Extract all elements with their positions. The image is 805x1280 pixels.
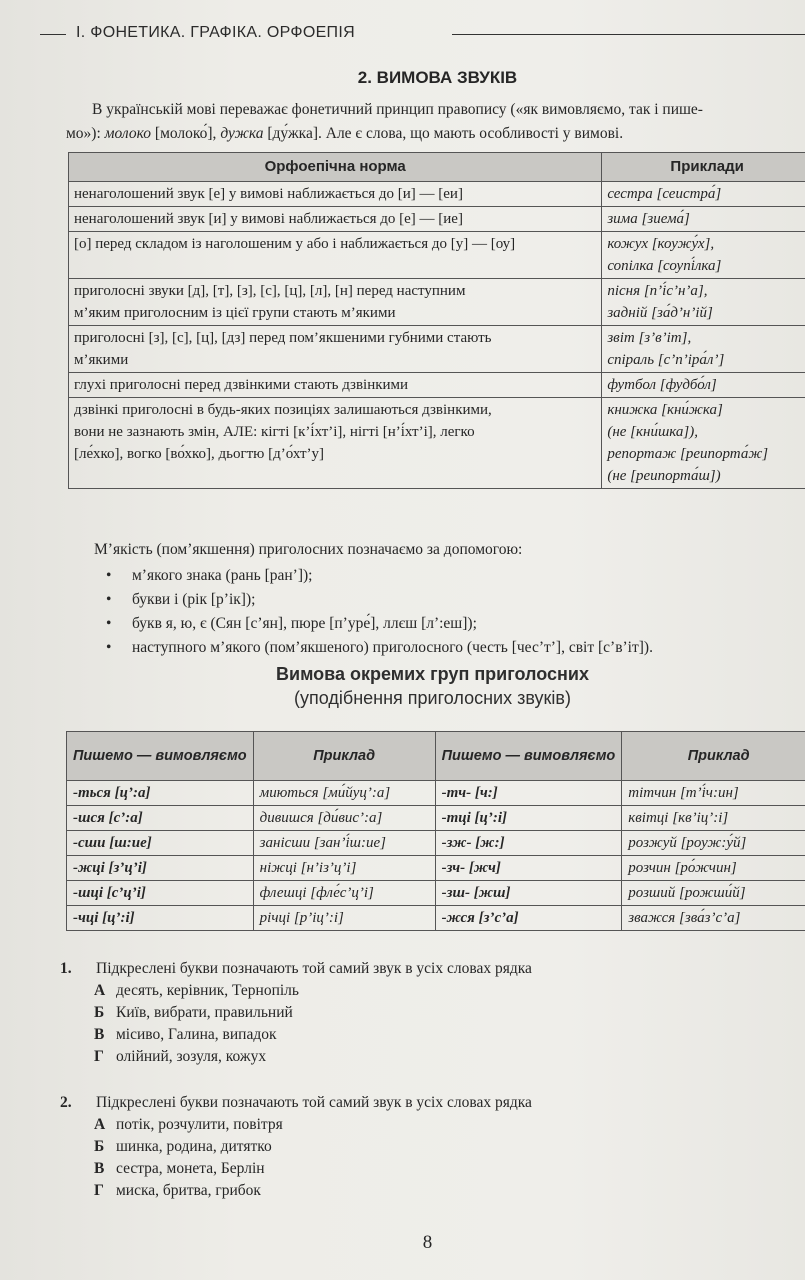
table-row	[67, 881, 805, 906]
intro-line-1: В українській мові переважає фонетичний принцип правопису («як вимовляємо, так і пише-	[92, 101, 703, 118]
groups-title: Вимова окремих груп приголосних	[276, 664, 589, 684]
question-number: 2.	[60, 1094, 72, 1111]
table-row	[67, 856, 805, 881]
table-row	[69, 326, 805, 373]
norm-cell	[69, 279, 602, 326]
question-text: Підкреслені букви позначають той самий звук в усіх словах рядка	[96, 1094, 532, 1111]
running-head-rule	[452, 34, 805, 35]
softness-intro: М’якість (пом’якшення) приголосних позначаємо за допомогою:	[94, 541, 523, 558]
example-line: репортаж [реипорта́ж]	[607, 446, 769, 462]
norm-line: приголосні звуки [д], [т], [з], [с], [ц], [л], [н] перед наступним	[74, 283, 466, 299]
header-examples: Приклади	[602, 153, 805, 182]
option-letter: Г	[94, 1048, 104, 1065]
question-1	[60, 958, 532, 1068]
example-cell: розший [рожши́й]	[622, 881, 805, 906]
table-header-row	[69, 153, 805, 182]
example-line: футбол [фудбо́л]	[607, 377, 717, 393]
groups-subtitle: (уподібнення приголосних звуків)	[294, 688, 571, 708]
option-letter: В	[94, 1160, 105, 1177]
example-cell: квітці [кв’іц’:і]	[622, 806, 805, 831]
example-line: пісня [п’і́с’н’а],	[607, 283, 708, 299]
norm-cell	[69, 398, 602, 489]
norm-line: вони не зазнають змін, АЛЕ: кігті [к’і́хт’і], нігті [н’і́хт’і], легко	[74, 424, 475, 440]
option-text: миска, бритва, грибок	[116, 1182, 261, 1199]
table-row	[69, 207, 805, 232]
option-text: сестра, монета, Берлін	[116, 1160, 265, 1177]
option-letter: Б	[94, 1138, 105, 1155]
consonant-groups-table	[66, 731, 805, 931]
pattern-cell: -шся [с’:а]	[67, 806, 254, 831]
answer-option[interactable]	[94, 1024, 532, 1046]
example-cell: тітчин [т’і́ч:ин]	[622, 781, 805, 806]
list-item: • м’якого знака (рань [ран’]);	[106, 564, 653, 588]
norm-cell	[69, 373, 602, 398]
example-line: зима [зиема́]	[607, 211, 690, 227]
answer-option[interactable]	[94, 1180, 532, 1202]
example-line: (не [кни́шка]),	[607, 424, 699, 440]
example-cell: розчин [ро́жчин]	[622, 856, 805, 881]
answer-option[interactable]	[94, 1136, 532, 1158]
example-line: сестра [сеистра́]	[607, 186, 722, 202]
pattern-cell: -зч- [жч]	[435, 856, 622, 881]
example-line: (не [реипорта́ш])	[607, 468, 721, 484]
example-cell	[602, 398, 805, 489]
example-cell: річці [р’іц’:і]	[253, 906, 435, 931]
table-row	[67, 831, 805, 856]
option-letter: А	[94, 982, 106, 999]
example-cell: дивишся [ди́вис’:а]	[253, 806, 435, 831]
intro-line-2	[66, 122, 805, 146]
table-row	[67, 806, 805, 831]
example-line: книжка [кни́жка]	[607, 402, 723, 418]
example-line: спіраль [с’п’іра́л’]	[607, 352, 725, 368]
header-write-pronounce: Пишемо — вимовляємо	[435, 732, 622, 781]
option-text: шинка, родина, дитятко	[116, 1138, 272, 1155]
example-cell	[602, 326, 805, 373]
example-cell	[602, 207, 805, 232]
example-cell	[602, 373, 805, 398]
norm-line: приголосні [з], [с], [ц], [дз] перед пом’якшеними губними стають	[74, 330, 492, 346]
option-text: потік, розчулити, повітря	[116, 1116, 283, 1133]
answer-option[interactable]	[94, 980, 532, 1002]
pattern-cell: -зж- [ж:]	[435, 831, 622, 856]
pattern-cell: -чці [ц’:і]	[67, 906, 254, 931]
norm-line: дзвінкі приголосні в будь-яких позиціях залишаються дзвінкими,	[74, 402, 492, 418]
example-line: сопілка [соупі́лка]	[607, 258, 722, 274]
running-head-dash	[40, 34, 66, 35]
table-row	[69, 373, 805, 398]
answer-option[interactable]	[94, 1158, 532, 1180]
intro-text: [ду́жка]. Але є слова, що мають особливості у вимові.	[263, 125, 624, 142]
running-head	[40, 22, 805, 46]
orthoepic-norms-table	[68, 152, 805, 489]
example-cell: розжуй [роуж:у́й]	[622, 831, 805, 856]
option-text: Київ, вибрати, правильний	[116, 1004, 293, 1021]
example-cell	[602, 279, 805, 326]
table-header-row	[67, 732, 805, 781]
norm-line: ненаголошений звук [е] у вимові наближається до [и] — [еи]	[74, 186, 463, 202]
example-line: кожух [коужу́х],	[607, 236, 715, 252]
table-row	[69, 398, 805, 489]
norm-line: глухі приголосні перед дзвінкими стають дзвінкими	[74, 377, 409, 393]
header-example: Приклад	[622, 732, 805, 781]
norm-cell	[69, 182, 602, 207]
norm-line: м’яким приголосним із цієї групи стають м’якими	[74, 305, 396, 321]
example-cell	[602, 182, 805, 207]
table-row	[67, 906, 805, 931]
intro-example: молоко	[104, 125, 152, 142]
norm-line: [о] перед складом із наголошеним у або і наближається до [у] — [оу]	[74, 236, 516, 252]
answer-option[interactable]	[94, 1002, 532, 1024]
option-text: місиво, Галина, випадок	[116, 1026, 277, 1043]
header-norm: Орфоепічна норма	[69, 153, 602, 182]
example-cell: зважся [зва́з’с’а]	[622, 906, 805, 931]
option-letter: А	[94, 1116, 106, 1133]
question-2	[60, 1092, 532, 1202]
header-example: Приклад	[253, 732, 435, 781]
pattern-cell: -тці [ц’:і]	[435, 806, 622, 831]
intro-text: [молоко́],	[151, 125, 221, 142]
intro-example: дужка	[220, 125, 264, 142]
pattern-cell: -сши [ш:ие]	[67, 831, 254, 856]
pattern-cell: -ться [ц’:а]	[67, 781, 254, 806]
table-row	[69, 232, 805, 279]
table-row	[69, 182, 805, 207]
list-item: • наступного м’якого (пом’якшеного) приголосного (честь [чес’т’], світ [с’в’іт]).	[106, 636, 653, 660]
answer-option[interactable]	[94, 1046, 532, 1068]
norm-line: [ле́хко], вогко [во́хко], дьогтю [д’о́хт’у]	[74, 446, 325, 462]
option-text: десять, керівник, Тернопіль	[116, 982, 299, 999]
pattern-cell: -жці [з’ц’і]	[67, 856, 254, 881]
running-head-text: І. ФОНЕТИКА. ГРАФІКА. ОРФОЕПІЯ	[76, 24, 355, 41]
pattern-cell: -зш- [жш]	[435, 881, 622, 906]
norm-line: м’якими	[74, 352, 129, 368]
question-number: 1.	[60, 960, 72, 977]
table-row	[67, 781, 805, 806]
option-text: олійний, зозуля, кожух	[116, 1048, 267, 1065]
header-write-pronounce: Пишемо — вимовляємо	[67, 732, 254, 781]
norm-line: ненаголошений звук [и] у вимові наближається до [е] — [ие]	[74, 211, 463, 227]
pattern-cell: -тч- [ч:]	[435, 781, 622, 806]
pattern-cell: -шці [с’ц’і]	[67, 881, 254, 906]
example-cell: занісши [зан’і́ш:ие]	[253, 831, 435, 856]
table-row	[69, 279, 805, 326]
question-text: Підкреслені букви позначають той самий звук в усіх словах рядка	[96, 960, 532, 977]
answer-option[interactable]	[94, 1114, 532, 1136]
option-letter: Б	[94, 1004, 105, 1021]
page-number: 8	[422, 1232, 433, 1253]
example-line: задній [за́д’н’ій]	[607, 305, 713, 321]
example-cell: ніжці [н’із’ц’і]	[253, 856, 435, 881]
option-letter: В	[94, 1026, 105, 1043]
list-item: • букви і (рік [р’ік]);	[106, 588, 653, 612]
softness-list	[94, 564, 653, 660]
example-cell: флешці [фле́с’ц’і]	[253, 881, 435, 906]
pattern-cell: -жся [з’с’а]	[435, 906, 622, 931]
example-cell: миються [ми́йуц’:а]	[253, 781, 435, 806]
norm-cell	[69, 207, 602, 232]
section-title: 2. ВИМОВА ЗВУКІВ	[357, 68, 518, 87]
norm-cell	[69, 232, 602, 279]
norm-cell	[69, 326, 602, 373]
example-cell	[602, 232, 805, 279]
list-item: • букв я, ю, є (Сян [с’ян], пюре [п’уре́], ллєш [л’:еш]);	[106, 612, 653, 636]
intro-paragraph	[66, 98, 805, 146]
intro-text: мо»):	[66, 125, 105, 142]
example-line: звіт [з’в’іт],	[607, 330, 692, 346]
softness-block	[94, 538, 653, 660]
option-letter: Г	[94, 1182, 104, 1199]
